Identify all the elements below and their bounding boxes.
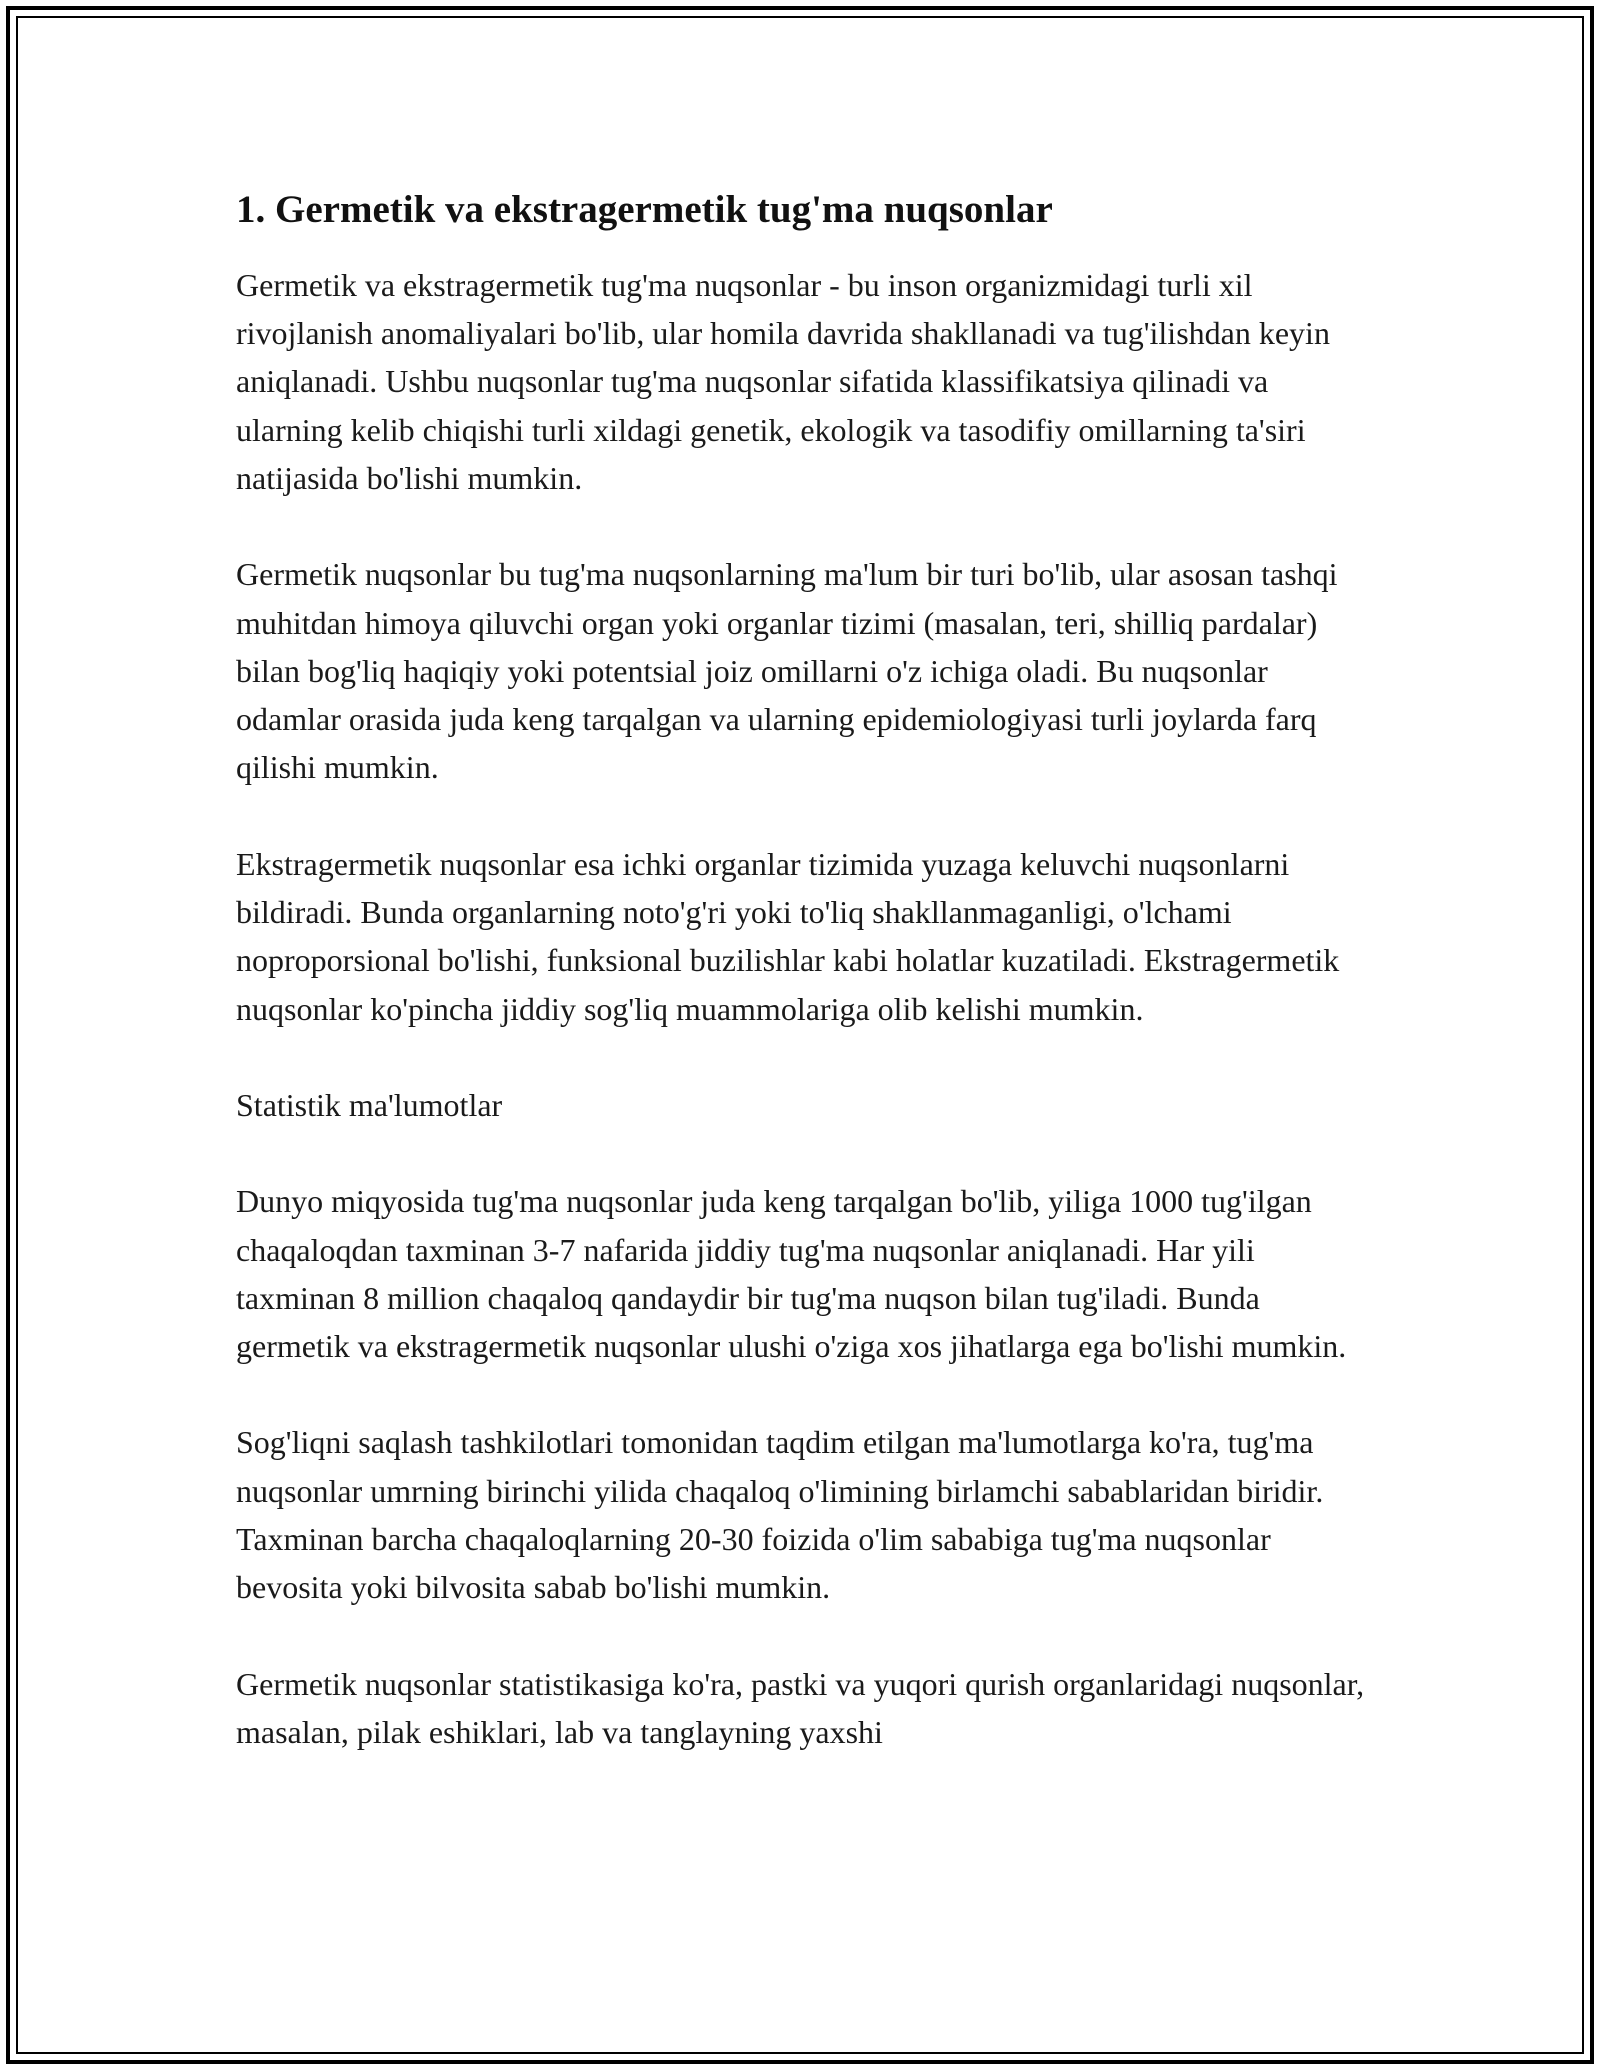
paragraph-ekstragermetik: Ekstragermetik nuqsonlar esa ichki organlar tizimida yuzaga keluvchi nuqsonlarni bildiradi. Bunda organlarning noto'g'ri yoki to'liq shakllanmaganligi, o'lchami noproporsional bo'lishi, funksional buzilishlar kabi holatlar kuzatiladi. Ekstragermetik nuqsonlar ko'pincha jiddiy sog'liq muammolariga olib kelishi mumkin. (236, 845, 1340, 1027)
paragraph-germetik-statistics: Germetik nuqsonlar statistikasiga ko'ra, pastki va yuqori qurish organlaridagi nuqsonlar, masalan, pilak eshiklari, lab va tanglayning yaxshi (236, 1665, 1365, 1750)
paragraph-health-organizations: Sog'liqni saqlash tashkilotlari tomonidan taqdim etilgan ma'lumotlarga ko'ra, tug'ma nuqsonlar umrning birinchi yilida chaqaloq o'limining birlamchi sabablaridan biridir. Taxminan barcha chaqaloqlarning 20-30 foizida o'lim sababiga tug'ma nuqsonlar bevosita yoki bilvosita sabab bo'lishi mumkin. (236, 1424, 1324, 1606)
paragraph-world-statistics: Dunyo miqyosida tug'ma nuqsonlar juda keng tarqalgan bo'lib, yiliga 1000 tug'ilgan chaqaloqdan taxminan 3-7 nafarida jiddiy tug'ma nuqsonlar aniqlanadi. Har yili taxminan 8 million chaqaloq qandaydir bir tug'ma nuqson bilan tug'iladi. Bunda germetik va ekstragermetik nuqsonlar ulushi o'ziga xos jihatlarga ega bo'lishi mumkin. (236, 1183, 1347, 1365)
paragraph-germetik: Germetik nuqsonlar bu tug'ma nuqsonlarning ma'lum bir turi bo'lib, ular asosan tashqi muhitdan himoya qiluvchi organ yoki organlar tizimi (masalan, teri, shilliq pardalar) bilan bog'liq haqiqiy yoki potentsial joiz omillarni o'z ichiga oladi. Bu nuqsonlar odamlar orasida juda keng tarqalgan va ularning epidemiologiyasi turli joylarda farq qilishi mumkin. (236, 556, 1338, 786)
section-heading: 1. Germetik va ekstragermetik tug'ma nuqsonlar (236, 188, 1053, 231)
subheading-statistics: Statistik ma'lumotlar (236, 1086, 503, 1123)
paragraph-intro: Germetik va ekstragermetik tug'ma nuqsonlar - bu inson organizmidagi turli xil rivojlanish anomaliyalari bo'lib, ular homila davrida shakllanadi va tug'ilishdan keyin aniqlanadi. Ushbu nuqsonlar tug'ma nuqsonlar sifatida klassifikatsiya qilinadi va ularning kelib chiqishi turli xildagi genetik, ekologik va tasodifiy omillarning ta'siri natijasida bo'lishi mumkin. (236, 266, 1330, 496)
document-body (236, 186, 1376, 1804)
